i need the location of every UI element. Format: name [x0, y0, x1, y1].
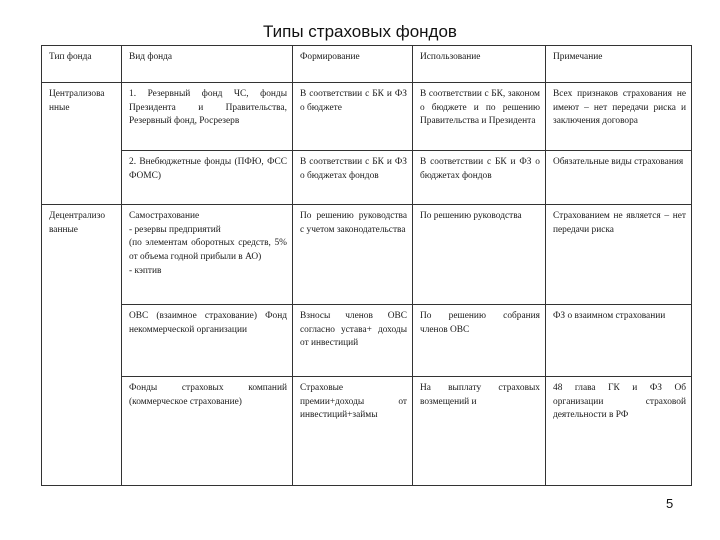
note-cell: Страхованием не является – нет передачи риска [546, 205, 692, 305]
usage-cell: По решению руководства [413, 205, 546, 305]
note-cell: ФЗ о взаимном страховании [546, 305, 692, 377]
usage-cell: В соответствии с БК и ФЗ о бюджетах фондов [413, 151, 546, 205]
fund-kind-cell: 2. Внебюджетные фонды (ПФЮ, ФСС ФОМС) [122, 151, 293, 205]
fund-type-decentralized: Децентрализо ванные [42, 205, 122, 486]
header-note: Примечание [546, 46, 692, 83]
insurance-funds-table [41, 45, 692, 486]
page-number: 5 [666, 496, 674, 511]
table-row [42, 205, 692, 305]
note-cell: 48 глава ГК и ФЗ Об организации страховой деятельности в РФ [546, 377, 692, 486]
header-usage: Использование [413, 46, 546, 83]
note-cell: Обязательные виды страхования [546, 151, 692, 205]
fund-kind-cell: ОВС (взаимное страхование) Фонд некоммерческой организации [122, 305, 293, 377]
fund-kind-line: (по элементам оборотных средств, 5% от объема годной прибыли в АО) [129, 238, 287, 262]
table-row [42, 305, 692, 377]
formation-cell: По решению руководства с учетом законодательства [293, 205, 413, 305]
fund-kind-line: - резервы предприятий [129, 224, 221, 235]
table-row [42, 151, 692, 205]
formation-cell: Страховые премии+доходы от инвестиций+займы [293, 377, 413, 486]
usage-cell: По решению собрания членов ОВС [413, 305, 546, 377]
fund-kind-cell: 1. Резервный фонд ЧС, фонды Президента и Правительства, Резервный фонд, Росрезерв [122, 83, 293, 151]
fund-kind-cell: Фонды страховых компаний (коммерческое страхование) [122, 377, 293, 486]
fund-kind-cell [122, 205, 293, 305]
slide-title: Типы страховых фондов [263, 22, 457, 41]
header-fund-type: Тип фонда [42, 46, 122, 83]
formation-cell: В соответствии с БК и ФЗ о бюджетах фондов [293, 151, 413, 205]
note-cell: Всех признаков страхования не имеют – нет передачи риска и заключения договора [546, 83, 692, 151]
fund-kind-line: - кэптив [129, 265, 162, 276]
usage-cell: На выплату страховых возмещений и [413, 377, 546, 486]
formation-cell: В соответствии с БК и ФЗ о бюджете [293, 83, 413, 151]
formation-cell: Взносы членов ОВС согласно устава+ доходы от инвестиций [293, 305, 413, 377]
header-fund-kind: Вид фонда [122, 46, 293, 83]
header-row [42, 46, 692, 83]
table-row [42, 83, 692, 151]
fund-kind-line: Самострахование [129, 211, 200, 221]
usage-cell: В соответствии с БК, законом о бюджете и по решению Правительства и Президента [413, 83, 546, 151]
fund-type-centralized: Централизова нные [42, 83, 122, 205]
header-formation: Формирование [293, 46, 413, 83]
table-row [42, 377, 692, 486]
